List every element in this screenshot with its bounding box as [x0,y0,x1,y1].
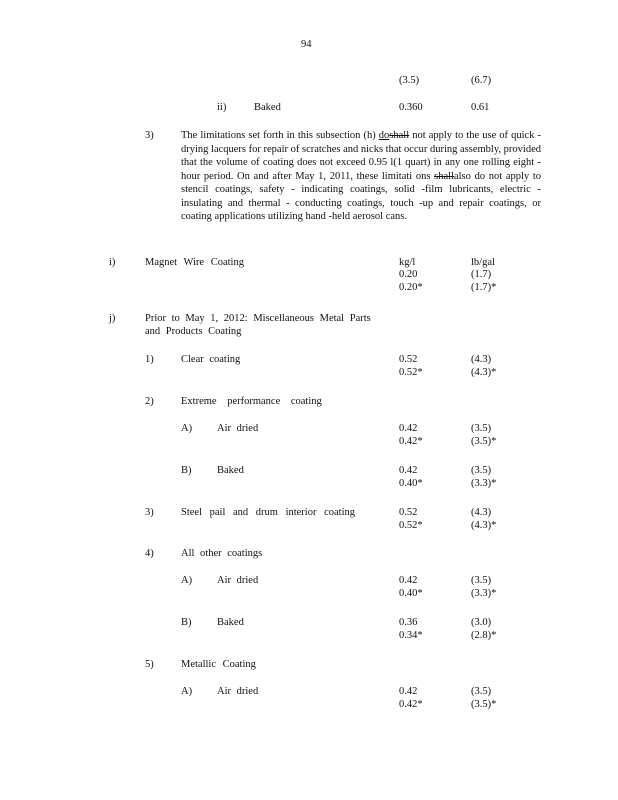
value-lb: (3.5) [471,575,492,586]
subitem-letter: A) [181,686,193,697]
value-lb: (3.5) [471,423,492,434]
value-kg: 0.34* [399,630,423,641]
value-kg: 0.360 [399,102,423,113]
value-lb: (3.5) [471,686,492,697]
value-lb: (3.3)* [471,478,497,489]
value-kg: 0.36 [399,617,418,628]
item-label: Clear coating [181,354,241,365]
value-lb: 0.61 [471,102,490,113]
value-kg: 0.52 [399,354,418,365]
subitem-label: Air dried [217,575,259,586]
item-label: Steel pail and drum interior coating [181,507,355,518]
section-number: j) [109,313,116,324]
item-number: ii) [217,102,227,113]
deleted-text: shall [389,130,410,141]
item-number: 3) [145,507,154,518]
section-title: and Products Coating [145,326,242,337]
item-label: Baked [254,102,281,113]
section-title: Prior to May 1, 2012: Miscellaneous Metal Parts [145,313,371,324]
value-kg: 0.42 [399,686,418,697]
column-header-lb: lb/gal [471,257,495,268]
subitem-letter: A) [181,575,193,586]
value-kg: (3.5) [399,75,420,86]
item-label: All other coatings [181,548,263,559]
value-lb: (4.3) [471,354,492,365]
column-header-kg: kg/l [399,257,416,268]
section-number: i) [109,257,116,268]
item-number: 3) [145,130,154,141]
value-lb: (3.0) [471,617,492,628]
value-lb: (1.7) [471,269,492,280]
item-label: Metallic Coating [181,659,256,670]
value-kg: 0.42 [399,423,418,434]
item-number: 5) [145,659,154,670]
value-kg: 0.42 [399,465,418,476]
value-kg: 0.52* [399,520,423,531]
paragraph-text: also do not apply to stencil coatings, safety - indicating coatings, solid -film lubricants, electric -insulating and thermal - conducting coatings, touch -up and repair coatings, or coating applications utilizing hand -held aerosol cans. [181,170,541,222]
value-lb: (6.7) [471,75,492,86]
subitem-letter: B) [181,617,192,628]
item-label: Extreme performance coating [181,396,322,407]
item-number: 1) [145,354,154,365]
item-number: 4) [145,548,154,559]
value-lb: (3.5) [471,465,492,476]
value-lb: (2.8)* [471,630,497,641]
subitem-letter: A) [181,423,193,434]
deleted-text: shall [434,170,454,182]
paragraph-text: The limitations set forth in this subsection (h) [181,130,376,141]
value-lb: (4.3) [471,507,492,518]
value-lb: (4.3)* [471,367,497,378]
value-kg: 0.42* [399,436,423,447]
value-lb: (3.5)* [471,436,497,447]
value-lb: (1.7)* [471,282,497,293]
item-number: 2) [145,396,154,407]
subitem-letter: B) [181,465,192,476]
value-kg: 0.52 [399,507,418,518]
subitem-label: Air dried [217,686,259,697]
inserted-text: do [378,130,390,141]
value-lb: (3.5)* [471,699,497,710]
limitations-paragraph [181,129,541,224]
subitem-label: Baked [217,465,244,476]
value-kg: 0.42* [399,699,423,710]
subitem-label: Air dried [217,423,259,434]
value-lb: (3.3)* [471,588,497,599]
value-kg: 0.42 [399,575,418,586]
paragraph-text: not apply to the use of quick -drying lacquers for repair of scratches and nicks that occur during assembly, provided that the volume of coating does not exceed 0.95 l(1 quart) in any one rolling eight -hour period. On and after May 1, 2011, these limitati ons [181,130,542,182]
value-kg: 0.20 [399,269,418,280]
value-kg: 0.20* [399,282,423,293]
value-kg: 0.40* [399,478,423,489]
subitem-label: Baked [217,617,244,628]
value-lb: (4.3)* [471,520,497,531]
value-kg: 0.52* [399,367,423,378]
section-title: Magnet Wire Coating [145,257,244,268]
page-number: 94 [301,39,312,50]
value-kg: 0.40* [399,588,423,599]
